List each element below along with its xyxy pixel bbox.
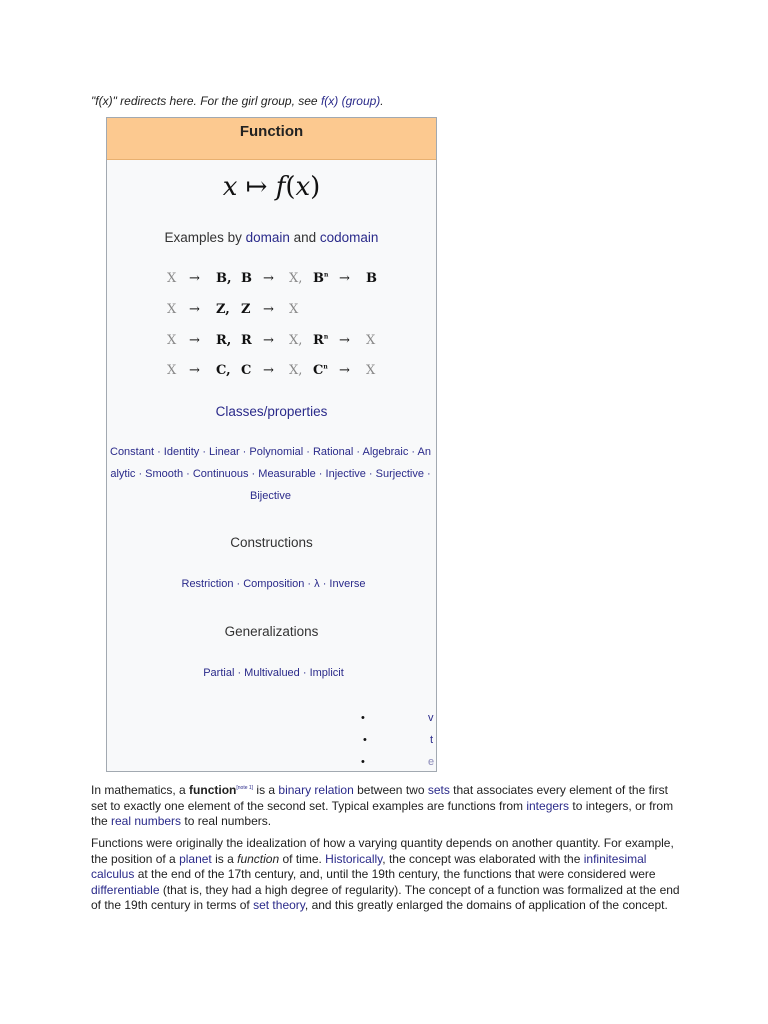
example-set[interactable] [313,333,328,348]
bold-term: function [189,783,237,797]
example-set: X, [289,333,303,348]
paragraph-text: In mathematics, a [91,783,190,797]
paragraph-text: , the concept was elaborated with the [382,851,584,866]
real-numbers-link[interactable]: real numbers [111,814,182,828]
paragraph-text: is a [253,783,279,797]
example-set: X [167,363,177,378]
formula-f: f [275,172,286,202]
girl-group-link[interactable]: f(x) (group) [320,94,381,108]
examples-prefix: Examples by [164,230,246,245]
paragraph-text: (that is, they had a high degree of regularity). The concept of a function was formalized at the end of the 19th century in terms of [91,882,680,912]
arrow-icon: → [263,363,274,378]
paragraph-text: to real numbers. [181,814,272,828]
example-set[interactable]: C, [216,363,231,378]
sets-link[interactable]: sets [427,783,450,797]
constructions-list[interactable]: Restriction · Composition · λ · Inverse [181,578,366,590]
example-set: X [167,333,177,348]
navbar-view-link[interactable]: v [428,712,434,724]
generalizations-list[interactable]: Partial · Multivalued · Implicit [203,667,344,679]
binary-relation-link[interactable]: binary relation [278,783,354,797]
infobox-title: Function [107,118,436,160]
italic-term: function [237,851,280,866]
example-set-letter: C [313,363,324,378]
arrow-icon: → [339,333,350,348]
example-superscript: n [323,363,328,371]
paragraph-text: to integers, or from the [91,798,674,828]
note-reference[interactable]: [note 1] [236,785,254,791]
function-formula [107,172,436,202]
example-superscript: n [324,271,329,279]
formula-paren-close: ) [310,172,321,202]
constructions-heading: Constructions [230,535,313,550]
arrow-icon: → [189,363,200,378]
maps-to-symbol: ↦ [245,172,268,202]
example-set[interactable]: Z [241,302,251,317]
set-theory-link[interactable]: set theory [253,898,305,912]
example-set[interactable] [313,363,328,378]
examples-and: and [289,230,320,245]
generalizations-heading: Generalizations [224,624,319,639]
example-set-letter: B [313,271,324,286]
example-set[interactable] [313,271,328,286]
example-set: X [167,271,177,286]
hatnote-suffix: . [380,94,384,108]
navbar-talk-link[interactable]: t [430,734,434,746]
classes-list[interactable]: Constant · Identity · Linear · Polynomial · Rational · Algebraic · Analytic · Smooth · Continuous · Measurable · Injective · Surjective · Bijective [110,446,431,502]
example-superscript: n [323,333,329,341]
arrow-icon: → [339,363,350,378]
formula-x: x [222,172,238,202]
paragraph-text: that associates every element of the first set to exactly one element of the second set. Typical examples are functions from [91,783,668,813]
example-set[interactable]: R [241,333,252,348]
example-set: X [366,333,376,348]
navbar-bullet: • [361,756,365,768]
example-set[interactable]: C [241,363,252,378]
example-set: X, [289,363,303,378]
arrow-icon: → [263,302,274,317]
navbar-bullet: • [361,712,365,724]
paragraph-text: is a [211,851,238,866]
navbar-bullet: • [363,734,367,746]
hatnote [91,94,384,108]
arrow-icon: → [263,271,274,286]
example-set[interactable]: B [241,271,252,286]
differentiable-link[interactable]: differentiable [91,882,160,897]
classes-heading[interactable]: Classes/properties [215,404,328,419]
integers-link[interactable]: integers [526,798,570,813]
paragraph-text: of time. [279,851,326,866]
example-set[interactable]: B, [216,271,232,286]
formula-x2: x [295,172,311,202]
example-set: X [289,302,299,317]
paragraph-text: between two [353,783,428,797]
domain-link[interactable]: domain [245,230,290,245]
function-infobox [106,117,437,772]
formula-paren-open: ( [285,172,296,202]
arrow-icon: → [339,271,350,286]
examples-heading [107,230,436,245]
example-set: X [366,363,376,378]
planet-link[interactable]: planet [179,851,212,866]
paragraph-text: , and this greatly enlarged the domains of application of the concept. [304,898,668,912]
paragraph-text: Functions were originally the idealization of how a varying quantity depends on another quantity. For example, the position of a [91,836,674,866]
arrow-icon: → [189,271,200,286]
example-set-letter: R [313,333,324,348]
paragraph-text: at the end of the 17th century, and, until the 19th century, the functions that were considered were [134,867,656,881]
infinitesimal-calculus-link[interactable]: infinitesimal calculus [91,851,647,881]
arrow-icon: → [189,302,200,317]
example-set[interactable]: Z, [216,302,230,317]
example-set[interactable]: R, [216,333,232,348]
lead-paragraph [91,781,681,830]
hatnote-text: "f(x)" redirects here. For the girl group, see [91,94,321,108]
example-set[interactable]: B [366,271,377,286]
example-set: X, [289,271,303,286]
second-paragraph [91,836,681,914]
example-set: X [167,302,177,317]
arrow-icon: → [263,333,274,348]
codomain-link[interactable]: codomain [319,230,379,245]
historically-link[interactable]: Historically [325,851,383,866]
navbar-edit-link[interactable]: e [428,756,435,768]
arrow-icon: → [189,333,200,348]
